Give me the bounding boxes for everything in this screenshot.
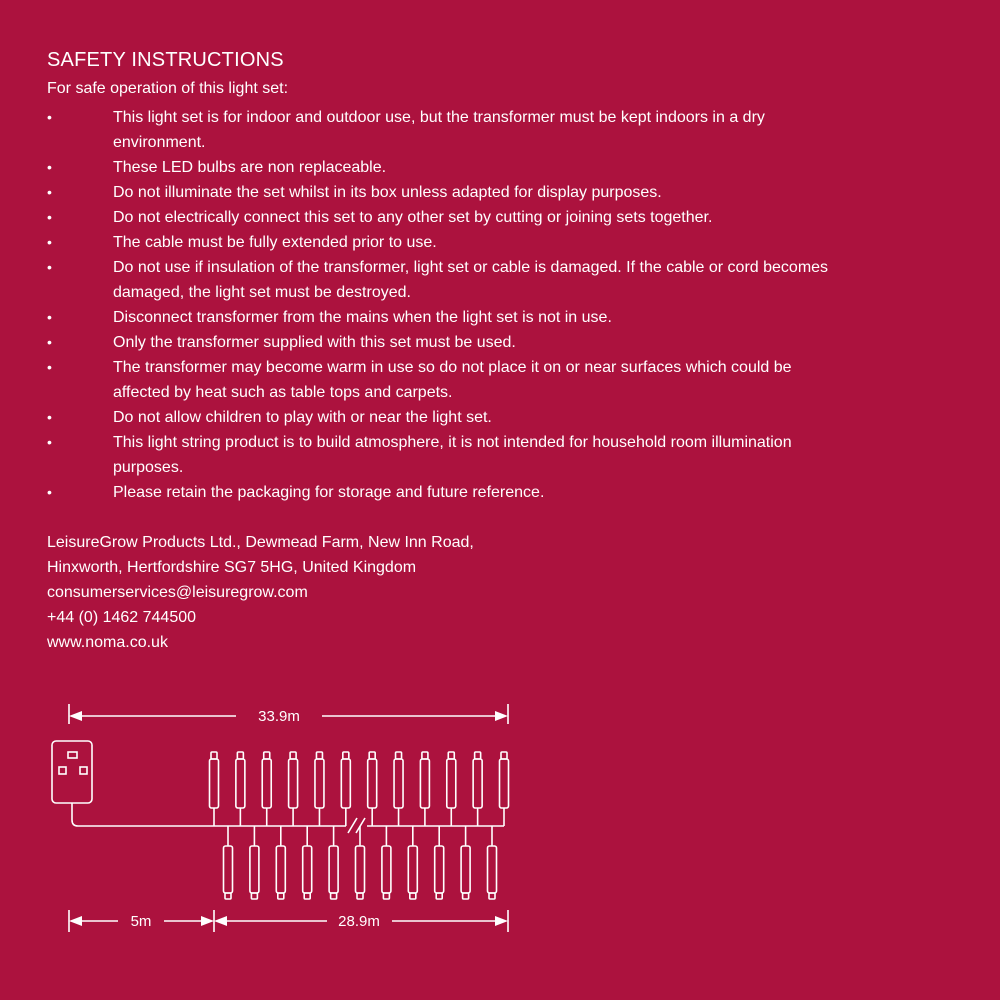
bulb-cap: [357, 893, 363, 899]
bulb-body: [224, 846, 233, 893]
list-item: [47, 355, 847, 405]
list-item: [47, 480, 847, 505]
led-bulb-icon: [394, 752, 403, 826]
led-bulb-icon: [341, 752, 350, 826]
company-address: [47, 530, 474, 655]
list-item-text: The transformer may become warm in use so do not place it on or near surfaces which could be affected by heat such as table tops and carpets.: [113, 359, 792, 401]
list-item: [47, 105, 847, 155]
list-item: [47, 405, 847, 430]
list-item: [47, 155, 847, 180]
bulb-cap: [383, 893, 389, 899]
list-item-text: Do not illuminate the set whilst in its box unless adapted for display purposes.: [113, 184, 662, 201]
list-item-text: These LED bulbs are non replaceable.: [113, 159, 387, 176]
led-bulb-icon: [488, 826, 497, 899]
plug-pin: [68, 752, 77, 758]
bulb-body: [488, 846, 497, 893]
bulb-body: [329, 846, 338, 893]
bulb-cap: [448, 752, 454, 759]
led-bulb-icon: [368, 752, 377, 826]
list-item-text: Do not allow children to play with or near the light set.: [113, 409, 492, 426]
bulb-body: [315, 759, 324, 808]
bulb-body: [276, 846, 285, 893]
led-bulb-icon: [329, 826, 338, 899]
led-bulb-icon: [447, 752, 456, 826]
bullet-icon: •: [47, 334, 52, 350]
intro-text: For safe operation of this light set:: [47, 80, 289, 97]
bulb-body: [210, 759, 219, 808]
email-link[interactable]: consumerservices@leisuregrow.com: [47, 584, 308, 601]
lower-bulbs: [224, 826, 497, 899]
bullet-icon: •: [47, 409, 52, 425]
bulb-cap: [422, 752, 428, 759]
break-mark: [348, 818, 357, 833]
list-item: [47, 255, 847, 305]
bulb-cap: [264, 752, 270, 759]
arrowhead-icon: [69, 711, 82, 721]
list-item-text: This light string product is to build atmosphere, it is not intended for household room illumination purposes.: [113, 434, 792, 476]
bulb-body: [368, 759, 377, 808]
list-item-text: Only the transformer supplied with this set must be used.: [113, 334, 516, 351]
led-bulb-icon: [262, 752, 271, 826]
list-item: [47, 230, 847, 255]
phone-number: +44 (0) 1462 744500: [47, 609, 197, 626]
bulb-body: [447, 759, 456, 808]
bulb-body: [262, 759, 271, 808]
bulb-cap: [316, 752, 322, 759]
arrowhead-icon: [495, 711, 508, 721]
list-item: [47, 305, 847, 330]
lead-length-label: 5m: [130, 913, 152, 930]
bulb-body: [408, 846, 417, 893]
led-bulb-icon: [236, 752, 245, 826]
lit-length-label: 28.9m: [338, 913, 380, 930]
led-bulb-icon: [435, 826, 444, 899]
address-line-2: Hinxworth, Hertfordshire SG7 5HG, United Kingdom: [47, 559, 417, 576]
arrowhead-icon: [495, 916, 508, 926]
bulb-body: [461, 846, 470, 893]
list-item-text: Please retain the packaging for storage and future reference.: [113, 484, 545, 501]
bulb-cap: [278, 893, 284, 899]
bulb-body: [500, 759, 509, 808]
bullet-icon: •: [47, 434, 52, 450]
bulb-cap: [489, 893, 495, 899]
bulb-body: [382, 846, 391, 893]
bullet-icon: •: [47, 209, 52, 225]
led-bulb-icon: [408, 826, 417, 899]
bulb-body: [303, 846, 312, 893]
bulb-cap: [290, 752, 296, 759]
list-item-text: This light set is for indoor and outdoor use, but the transformer must be kept indoors in a dry environment.: [113, 109, 765, 151]
list-item: [47, 430, 847, 480]
bullet-icon: •: [47, 184, 52, 200]
total-length-label: 33.9m: [258, 708, 300, 725]
bulb-body: [341, 759, 350, 808]
led-bulb-icon: [315, 752, 324, 826]
bulb-cap: [475, 752, 481, 759]
bulb-cap: [436, 893, 442, 899]
bullet-icon: •: [47, 359, 52, 375]
arrowhead-icon: [69, 916, 82, 926]
safety-list: [47, 105, 847, 505]
transformer-plug-icon: [52, 741, 214, 826]
led-bulb-icon: [303, 826, 312, 899]
lead-cable: [72, 803, 214, 826]
led-bulb-icon: [210, 752, 219, 826]
upper-bulbs: [210, 752, 509, 826]
led-bulb-icon: [276, 826, 285, 899]
arrowhead-icon: [214, 916, 227, 926]
plug-pin: [80, 767, 87, 774]
bulb-cap: [251, 893, 257, 899]
led-bulb-icon: [250, 826, 259, 899]
list-item: [47, 205, 847, 230]
bulb-body: [236, 759, 245, 808]
led-bulb-icon: [500, 752, 509, 826]
bullet-icon: •: [47, 259, 52, 275]
bulb-cap: [225, 893, 231, 899]
bulb-body: [394, 759, 403, 808]
website-link[interactable]: www.noma.co.uk: [47, 634, 168, 651]
list-item-text: Disconnect transformer from the mains when the light set is not in use.: [113, 309, 612, 326]
bullet-icon: •: [47, 484, 52, 500]
bulb-body: [250, 846, 259, 893]
led-bulb-icon: [224, 826, 233, 899]
list-item-text: Do not electrically connect this set to any other set by cutting or joining sets together.: [113, 209, 713, 226]
led-bulb-icon: [420, 752, 429, 826]
led-bulb-icon: [473, 752, 482, 826]
bulb-cap: [501, 752, 507, 759]
bulb-body: [356, 846, 365, 893]
led-bulb-icon: [461, 826, 470, 899]
bulb-cap: [304, 893, 310, 899]
arrowhead-icon: [201, 916, 214, 926]
bulb-cap: [343, 752, 349, 759]
bulb-cap: [369, 752, 375, 759]
list-item: [47, 180, 847, 205]
bulb-cap: [410, 893, 416, 899]
bulb-cap: [331, 893, 337, 899]
bulb-body: [435, 846, 444, 893]
page-title: SAFETY INSTRUCTIONS: [47, 49, 284, 71]
bulb-cap: [211, 752, 217, 759]
bullet-icon: •: [47, 309, 52, 325]
led-bulb-icon: [289, 752, 298, 826]
bulb-cap: [237, 752, 243, 759]
list-item: [47, 330, 847, 355]
bulb-body: [420, 759, 429, 808]
bullet-icon: •: [47, 159, 52, 175]
bullet-icon: •: [47, 234, 52, 250]
led-bulb-icon: [356, 826, 365, 899]
bulb-cap: [463, 893, 469, 899]
list-item-text: Do not use if insulation of the transformer, light set or cable is damaged. If the cable or cord becomes damaged, the light set must be destroyed.: [113, 259, 829, 301]
list-item-text: The cable must be fully extended prior to use.: [113, 234, 437, 251]
bulb-body: [473, 759, 482, 808]
bulb-body: [289, 759, 298, 808]
led-bulb-icon: [382, 826, 391, 899]
address-line-1: LeisureGrow Products Ltd., Dewmead Farm, New Inn Road,: [47, 534, 474, 551]
plug-pin: [59, 767, 66, 774]
bullet-icon: •: [47, 109, 52, 125]
bulb-cap: [396, 752, 402, 759]
